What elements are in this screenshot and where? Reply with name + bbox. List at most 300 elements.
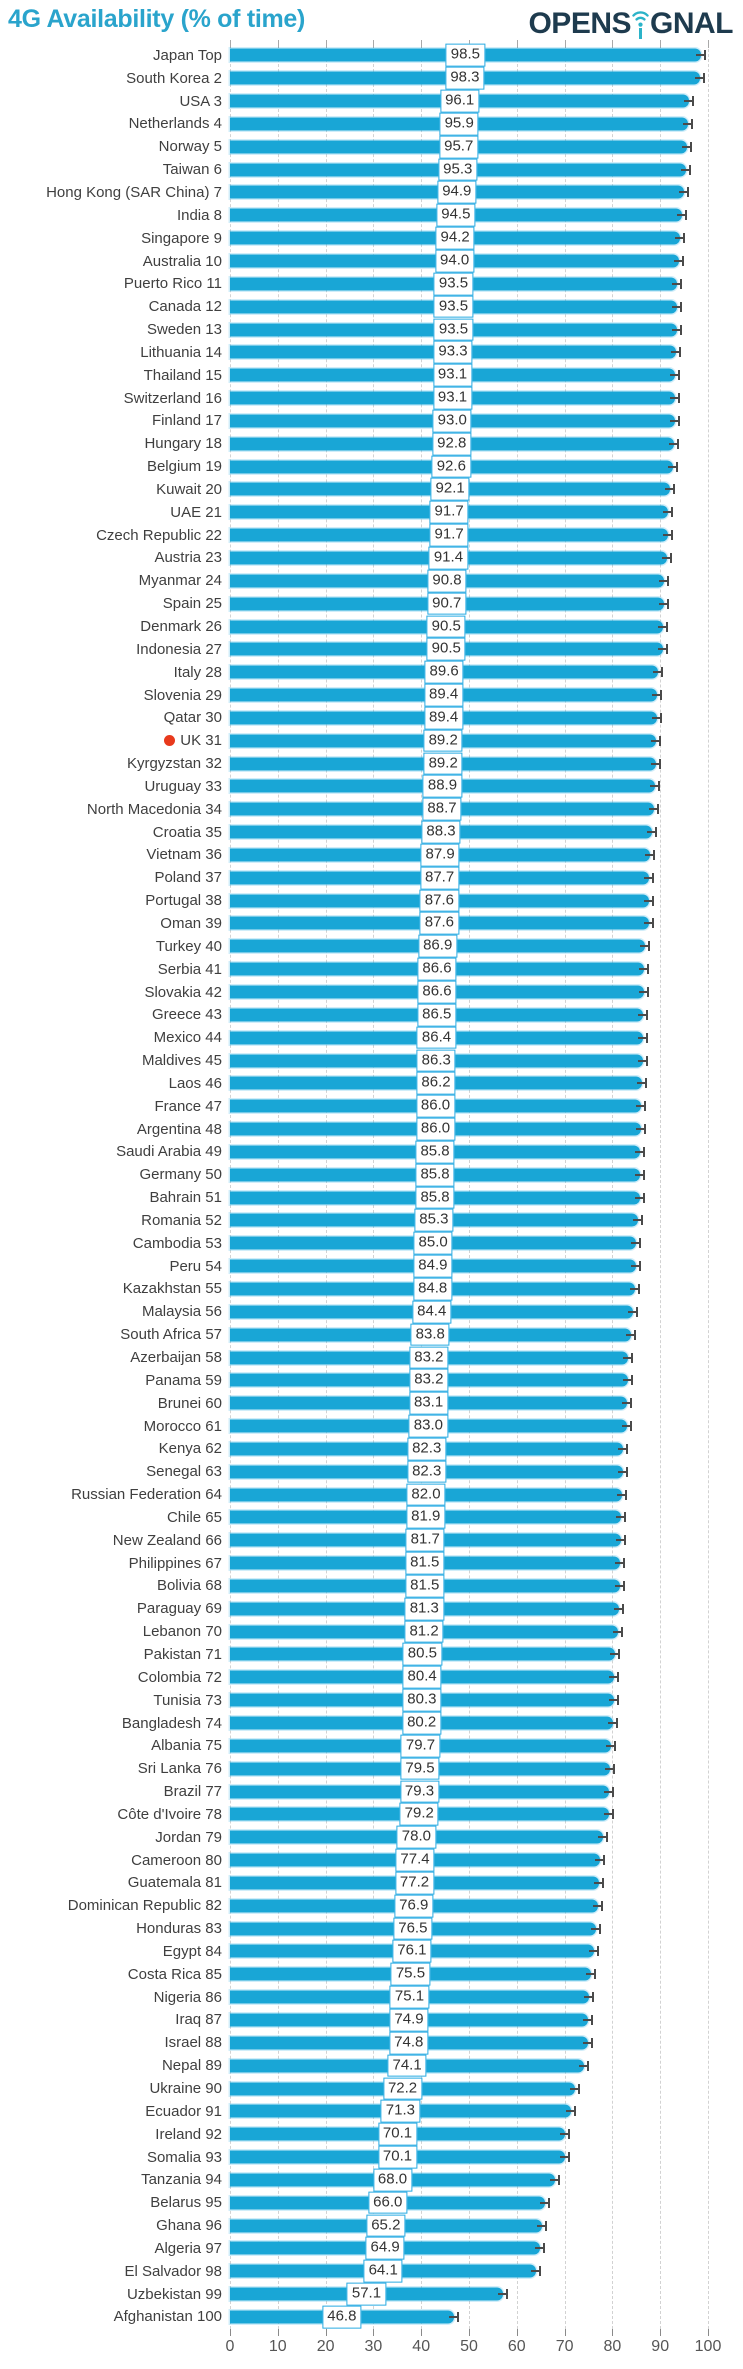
error-whisker [626, 1334, 636, 1336]
country-label: Netherlands 4 [128, 115, 222, 133]
country-label: Kenya 62 [158, 1440, 222, 1458]
country-label: North Macedonia 34 [86, 800, 222, 818]
value-label: 80.5 [403, 1643, 442, 1666]
value-label: 79.2 [400, 1803, 439, 1826]
value-label: 86.0 [416, 1118, 455, 1141]
error-whisker [609, 1676, 619, 1678]
value-label: 91.7 [430, 501, 469, 524]
error-whisker [631, 1242, 641, 1244]
country-label: Switzerland 16 [123, 389, 222, 407]
bar-track [230, 798, 708, 821]
bar-track [230, 250, 708, 273]
bar-row [0, 272, 743, 295]
value-label: 82.3 [407, 1460, 446, 1483]
bar-track [230, 615, 708, 638]
error-whisker [635, 1197, 645, 1199]
country-label: Bangladesh 74 [121, 1714, 222, 1732]
error-whisker [658, 626, 668, 628]
error-whisker [616, 1539, 626, 1541]
error-whisker [649, 808, 659, 810]
bar-row [0, 1118, 743, 1141]
value-label: 81.5 [405, 1552, 444, 1575]
value-label: 82.3 [407, 1438, 446, 1461]
bar-track [230, 364, 708, 387]
value-label: 90.5 [427, 638, 466, 661]
country-label: Tanzania 94 [141, 2171, 222, 2189]
bar-row [0, 410, 743, 433]
bar-track [230, 1620, 708, 1643]
country-label: El Salvador 98 [124, 2262, 222, 2280]
country-label: Oman 39 [160, 914, 222, 932]
bar-row [0, 889, 743, 912]
bar-track [230, 2123, 708, 2146]
bar-row [0, 592, 743, 615]
country-label: Algeria 97 [154, 2239, 222, 2257]
country-label: Vietnam 36 [146, 846, 222, 864]
error-whisker [614, 1608, 624, 1610]
error-whisker [638, 1014, 648, 1016]
bar-track [230, 432, 708, 455]
bar-track [230, 661, 708, 684]
error-whisker [651, 763, 661, 765]
country-label: Nepal 89 [161, 2057, 222, 2075]
country-label: Panama 59 [145, 1371, 222, 1389]
country-label: Ghana 96 [156, 2217, 222, 2235]
country-label: Mexico 44 [153, 1029, 222, 1047]
error-whisker [679, 191, 689, 193]
bar-track [230, 1872, 708, 1895]
bar-track [230, 1163, 708, 1186]
error-whisker [566, 2110, 576, 2112]
bar-row [0, 2214, 743, 2237]
axis-tick [373, 2329, 374, 2336]
country-label: Czech Republic 22 [96, 526, 222, 544]
error-whisker [579, 2065, 589, 2067]
country-label: Spain 25 [162, 595, 222, 613]
bar-track [230, 638, 708, 661]
value-label: 86.5 [417, 1003, 456, 1026]
value-label: 94.5 [436, 204, 475, 227]
bar-row [0, 1894, 743, 1917]
value-label: 81.3 [405, 1597, 444, 1620]
value-label: 83.1 [409, 1392, 448, 1415]
country-label: Honduras 83 [136, 1920, 222, 1938]
bar-row [0, 1278, 743, 1301]
value-label: 81.7 [406, 1529, 445, 1552]
bar-track [230, 821, 708, 844]
bar-track [230, 1689, 708, 1712]
bar-track [230, 1369, 708, 1392]
error-whisker [670, 374, 680, 376]
country-label: Malaysia 56 [141, 1303, 222, 1321]
country-label: Puerto Rico 11 [123, 275, 222, 293]
bar-track [230, 1506, 708, 1529]
bar-track [230, 1712, 708, 1735]
country-label: Somalia 93 [146, 2148, 222, 2166]
bar-track [230, 387, 708, 410]
value-label: 87.9 [420, 844, 459, 867]
value-label: 79.5 [400, 1757, 439, 1780]
error-whisker [610, 1653, 620, 1655]
error-whisker [674, 260, 684, 262]
value-label: 80.4 [403, 1666, 442, 1689]
bar-track [230, 1072, 708, 1095]
country-label: Indonesia 27 [136, 640, 222, 658]
value-label: 86.3 [417, 1049, 456, 1072]
country-label: Cameroon 80 [131, 1851, 222, 1869]
country-label: Guatemala 81 [127, 1874, 222, 1892]
country-label: Lithuania 14 [140, 343, 222, 361]
bar-row [0, 2168, 743, 2191]
error-whisker [606, 1745, 616, 1747]
chart-header [0, 0, 743, 44]
bar-row [0, 821, 743, 844]
bar-row [0, 1255, 743, 1278]
country-label: Egypt 84 [162, 1942, 222, 1960]
value-label: 85.0 [414, 1232, 453, 1255]
bar-row [0, 547, 743, 570]
error-whisker [644, 877, 654, 879]
bar-track [230, 455, 708, 478]
axis-tick-label: 30 [364, 2338, 383, 2355]
error-whisker [635, 1151, 645, 1153]
value-label: 93.5 [434, 272, 473, 295]
error-whisker [684, 100, 694, 102]
value-label: 85.8 [415, 1186, 454, 1209]
value-label: 76.9 [394, 1894, 433, 1917]
bar-row [0, 318, 743, 341]
bar-row [0, 501, 743, 524]
error-whisker [540, 2202, 550, 2204]
error-whisker [665, 488, 675, 490]
value-label: 75.5 [391, 1963, 430, 1986]
country-label: Cambodia 53 [132, 1234, 222, 1252]
error-whisker [695, 77, 705, 79]
value-label: 79.3 [400, 1780, 439, 1803]
error-whisker [608, 1722, 618, 1724]
axis-tick-label: 0 [225, 2338, 235, 2355]
value-label: 75.1 [390, 1986, 429, 2009]
bar-row [0, 1072, 743, 1095]
bar-row [0, 684, 743, 707]
bar-track [230, 478, 708, 501]
error-whisker [589, 1950, 599, 1952]
country-label: Bolivia 68 [156, 1577, 222, 1595]
value-label: 94.2 [436, 227, 475, 250]
bar-row [0, 1026, 743, 1049]
axis-tick [326, 2329, 327, 2336]
bar-track [230, 1552, 708, 1575]
value-label: 93.1 [433, 364, 472, 387]
chart-title: 4G Availability (% of time) [8, 5, 306, 33]
country-label: Uruguay 33 [144, 777, 222, 795]
error-whisker [652, 717, 662, 719]
bar-track [230, 1575, 708, 1598]
error-whisker [622, 1402, 632, 1404]
bar-row [0, 1003, 743, 1026]
country-label: Myanmar 24 [138, 572, 222, 590]
bar-track [230, 1437, 708, 1460]
value-label: 76.1 [392, 1940, 431, 1963]
bar-track [230, 706, 708, 729]
bar-track [230, 67, 708, 90]
bar-track [230, 1255, 708, 1278]
value-label: 85.3 [414, 1209, 453, 1232]
bar-row [0, 1940, 743, 1963]
value-label: 74.9 [389, 2009, 428, 2032]
bar-track [230, 1003, 708, 1026]
country-label: Slovakia 42 [144, 983, 222, 1001]
value-label: 79.7 [401, 1734, 440, 1757]
value-label: 86.6 [417, 958, 456, 981]
value-label: 98.3 [445, 67, 484, 90]
bar-row [0, 524, 743, 547]
country-label: Kuwait 20 [156, 480, 222, 498]
error-whisker [639, 968, 649, 970]
value-label: 82.0 [406, 1483, 445, 1506]
country-label: UK 31 [0, 732, 230, 749]
error-whisker [658, 648, 668, 650]
value-label: 94.9 [437, 181, 476, 204]
bar-row [0, 44, 743, 67]
error-whisker [583, 2019, 593, 2021]
bar-row [0, 798, 743, 821]
value-label: 90.8 [427, 569, 466, 592]
bar-row [0, 1209, 743, 1232]
bar-track [230, 866, 708, 889]
bar-row [0, 661, 743, 684]
country-label: Austria 23 [154, 549, 222, 567]
error-whisker [638, 1060, 648, 1062]
country-label: Ireland 92 [155, 2125, 222, 2143]
country-label: Argentina 48 [136, 1120, 222, 1138]
error-whisker [531, 2270, 541, 2272]
error-whisker [662, 557, 672, 559]
bar-track [230, 1049, 708, 1072]
axis-tick-label: 80 [603, 2338, 622, 2355]
bar-track [230, 227, 708, 250]
country-label: Côte d'Ivoire 78 [117, 1805, 222, 1823]
error-whisker [650, 785, 660, 787]
value-label: 94.0 [435, 250, 474, 273]
country-label: Sri Lanka 76 [137, 1760, 222, 1778]
axis-tick [708, 2329, 709, 2336]
error-whisker [633, 1219, 643, 1221]
value-label: 95.3 [438, 158, 477, 181]
error-whisker [583, 2042, 593, 2044]
bar-track [230, 2237, 708, 2260]
bar-track [230, 729, 708, 752]
error-whisker [638, 1037, 648, 1039]
error-whisker [644, 900, 654, 902]
bar-track [230, 1209, 708, 1232]
country-label: Russian Federation 64 [71, 1486, 222, 1504]
country-label: New Zealand 66 [112, 1531, 222, 1549]
bar-row [0, 1872, 743, 1895]
bar-row [0, 1483, 743, 1506]
value-label: 80.2 [402, 1712, 441, 1735]
axis-tick-label: 90 [651, 2338, 670, 2355]
value-label: 95.9 [440, 113, 479, 136]
axis-tick [565, 2329, 566, 2336]
bar-row [0, 1300, 743, 1323]
error-whisker [598, 1836, 608, 1838]
value-label: 93.3 [433, 341, 472, 364]
value-label: 92.1 [431, 478, 470, 501]
bar-track [230, 2054, 708, 2077]
bar-track [230, 2009, 708, 2032]
bar-track [230, 981, 708, 1004]
axis-tick-label: 50 [460, 2338, 478, 2355]
error-whisker [635, 1174, 645, 1176]
value-label: 78.0 [397, 1826, 436, 1849]
country-label: Belgium 19 [146, 458, 222, 476]
country-label: Albania 75 [151, 1737, 222, 1755]
bar-track [230, 2214, 708, 2237]
bar-rows [0, 44, 743, 2328]
bar-row [0, 1460, 743, 1483]
country-label: Morocco 61 [143, 1417, 222, 1435]
country-label: Iraq 87 [175, 2011, 222, 2029]
bar-track [230, 1734, 708, 1757]
bar-row [0, 2009, 743, 2032]
axis-tick [660, 2329, 661, 2336]
bar-row [0, 1689, 743, 1712]
error-whisker [636, 1105, 646, 1107]
bar-track [230, 181, 708, 204]
bar-track [230, 1826, 708, 1849]
country-label: Philippines 67 [128, 1554, 222, 1572]
country-label: Denmark 26 [140, 618, 222, 636]
bar-row [0, 90, 743, 113]
bar-row [0, 2237, 743, 2260]
value-label: 83.2 [409, 1369, 448, 1392]
value-label: 90.7 [427, 592, 466, 615]
bar-track [230, 775, 708, 798]
bar-track [230, 1278, 708, 1301]
axis-tick-label: 70 [555, 2338, 574, 2355]
bar-row [0, 1095, 743, 1118]
country-label: Norway 5 [158, 138, 222, 156]
bar-row [0, 1415, 743, 1438]
bar-row [0, 569, 743, 592]
country-label: Belarus 95 [150, 2194, 222, 2212]
country-label: Japan Top [153, 46, 222, 64]
error-whisker [672, 283, 682, 285]
country-label: Ukraine 90 [149, 2080, 222, 2098]
bar-row [0, 432, 743, 455]
value-label: 84.9 [413, 1255, 452, 1278]
axis-tick [421, 2329, 422, 2336]
bar-row [0, 1186, 743, 1209]
value-label: 91.4 [429, 547, 468, 570]
error-whisker [636, 1128, 646, 1130]
error-whisker [672, 329, 682, 331]
bar-track [230, 2260, 708, 2283]
country-label: Italy 28 [173, 663, 222, 681]
bar-row [0, 181, 743, 204]
bar-row [0, 2054, 743, 2077]
bar-track [230, 684, 708, 707]
bar-track [230, 844, 708, 867]
country-label: Canada 12 [148, 298, 222, 316]
country-label: Bahrain 51 [149, 1189, 222, 1207]
country-label: Jordan 79 [155, 1828, 222, 1846]
bar-row [0, 227, 743, 250]
value-label: 88.9 [423, 775, 462, 798]
country-label: South Africa 57 [120, 1326, 222, 1344]
value-label: 87.7 [420, 866, 459, 889]
country-label: Israel 88 [164, 2034, 222, 2052]
value-label: 64.9 [366, 2237, 405, 2260]
value-label: 89.2 [424, 729, 463, 752]
bar-track [230, 204, 708, 227]
error-whisker [639, 991, 649, 993]
value-label: 74.8 [389, 2031, 428, 2054]
bar-row [0, 113, 743, 136]
bar-row [0, 67, 743, 90]
error-whisker [586, 1973, 596, 1975]
value-label: 88.3 [421, 821, 460, 844]
error-whisker [652, 694, 662, 696]
bar-track [230, 1757, 708, 1780]
bar-track [230, 1415, 708, 1438]
error-whisker [637, 1082, 647, 1084]
value-label: 88.7 [422, 798, 461, 821]
country-label: Hungary 18 [144, 435, 222, 453]
error-whisker [670, 420, 680, 422]
value-label: 71.3 [381, 2100, 420, 2123]
value-label: 92.6 [432, 455, 471, 478]
value-label: 89.6 [425, 661, 464, 684]
country-label: Laos 46 [168, 1074, 222, 1092]
bar-track [230, 1780, 708, 1803]
bar-track [230, 113, 708, 136]
country-label: Azerbaijan 58 [130, 1349, 222, 1367]
bar-row [0, 1780, 743, 1803]
country-label: USA 3 [179, 92, 222, 110]
error-whisker [682, 146, 692, 148]
value-label: 57.1 [347, 2283, 386, 2306]
country-label: Pakistan 71 [143, 1645, 222, 1663]
value-label: 46.8 [322, 2306, 361, 2329]
bar-row [0, 912, 743, 935]
axis-tick [517, 2329, 518, 2336]
bar-track [230, 90, 708, 113]
value-label: 70.1 [378, 2146, 417, 2169]
bar-row [0, 1392, 743, 1415]
error-whisker [593, 1905, 603, 1907]
bar-track [230, 547, 708, 570]
country-label: Nigeria 86 [153, 1988, 222, 2006]
country-label: Maldives 45 [141, 1052, 222, 1070]
value-label: 86.0 [416, 1095, 455, 1118]
country-label: Uzbekistan 99 [126, 2285, 222, 2303]
error-whisker [677, 214, 687, 216]
bar-row [0, 706, 743, 729]
value-label: 83.8 [411, 1323, 450, 1346]
error-whisker [622, 1425, 632, 1427]
value-label: 77.4 [395, 1849, 434, 1872]
value-label: 86.4 [417, 1026, 456, 1049]
bar-row [0, 364, 743, 387]
error-whisker [663, 534, 673, 536]
value-label: 81.2 [404, 1620, 443, 1643]
country-label: Singapore 9 [141, 229, 222, 247]
bar-row [0, 2191, 743, 2214]
country-label: Paraguay 69 [136, 1600, 222, 1618]
bar-row [0, 1552, 743, 1575]
